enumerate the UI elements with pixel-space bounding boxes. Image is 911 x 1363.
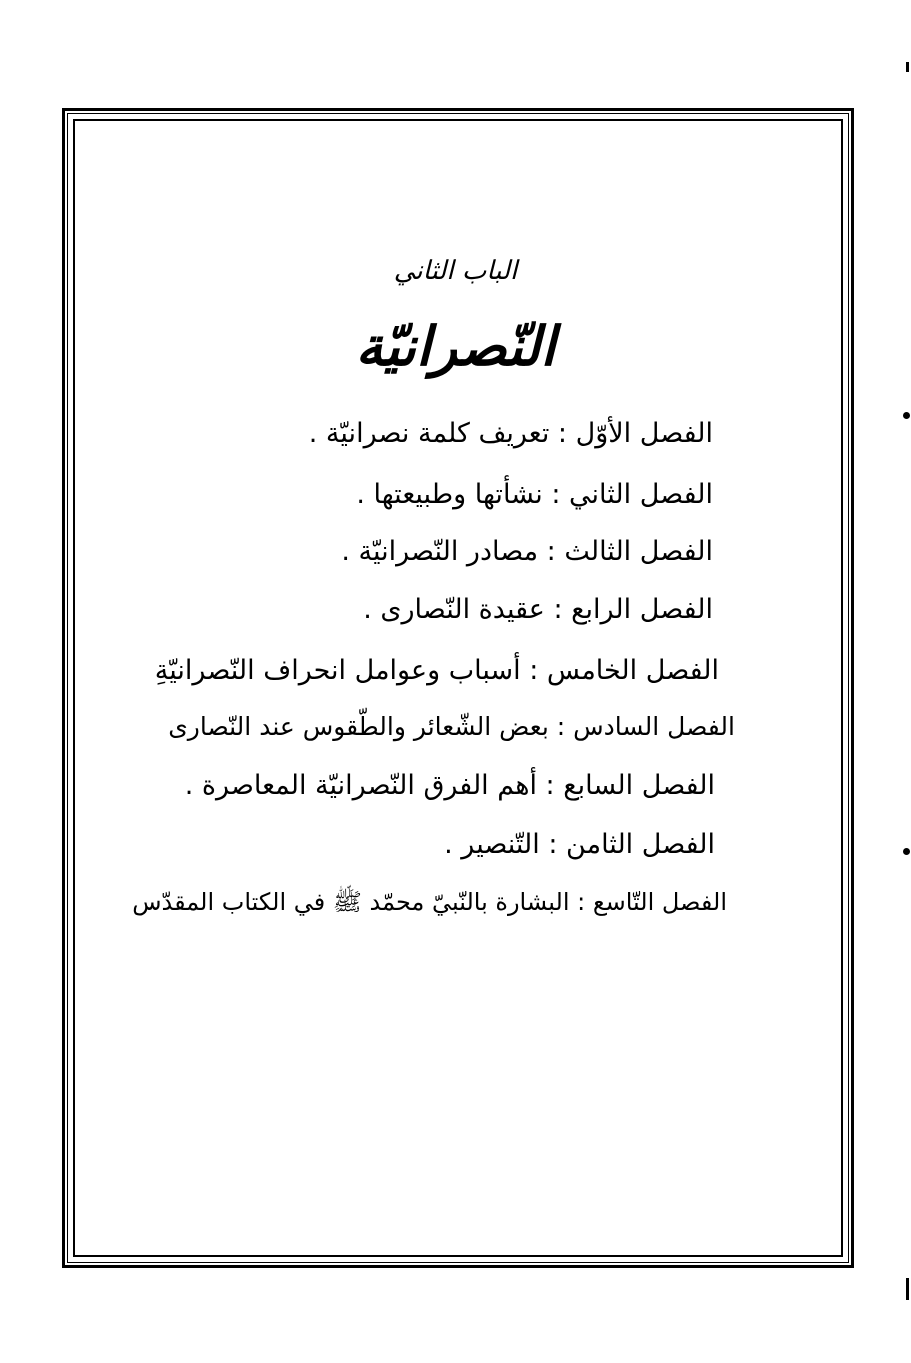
toc-chapter-3: الفصل الثالث : مصادر النّصرانيّة . xyxy=(341,536,713,567)
toc-chapter-4: الفصل الرابع : عقيدة النّصارى . xyxy=(363,594,713,625)
page-border-inner xyxy=(73,119,843,1257)
part-label: الباب الثاني xyxy=(393,256,518,286)
toc-chapter-1: الفصل الأوّل : تعريف كلمة نصرانيّة . xyxy=(308,418,713,449)
scan-edge-dot xyxy=(903,848,910,855)
toc-chapter-7: الفصل السابع : أهم الفرق النّصرانيّة المعاصرة . xyxy=(184,770,715,801)
part-title: النّصرانيّة xyxy=(355,314,556,378)
toc-chapter-2: الفصل الثاني : نشأتها وطبيعتها . xyxy=(356,479,713,510)
toc-chapter-9: الفصل التّاسع : البشارة بالنّبيّ محمّد ﷺ في الكتاب المقدّس xyxy=(132,888,727,916)
scan-edge-mark xyxy=(906,62,909,72)
scan-edge-dot xyxy=(903,412,910,419)
scan-edge-mark xyxy=(906,1278,909,1300)
toc-chapter-6: الفصل السادس : بعض الشّعائر والطّقوس عند النّصارى xyxy=(168,712,735,741)
toc-chapter-5: الفصل الخامس : أسباب وعوامل انحراف النّصرانيّةِ xyxy=(154,655,719,686)
toc-chapter-8: الفصل الثامن : التّنصير . xyxy=(444,829,715,860)
